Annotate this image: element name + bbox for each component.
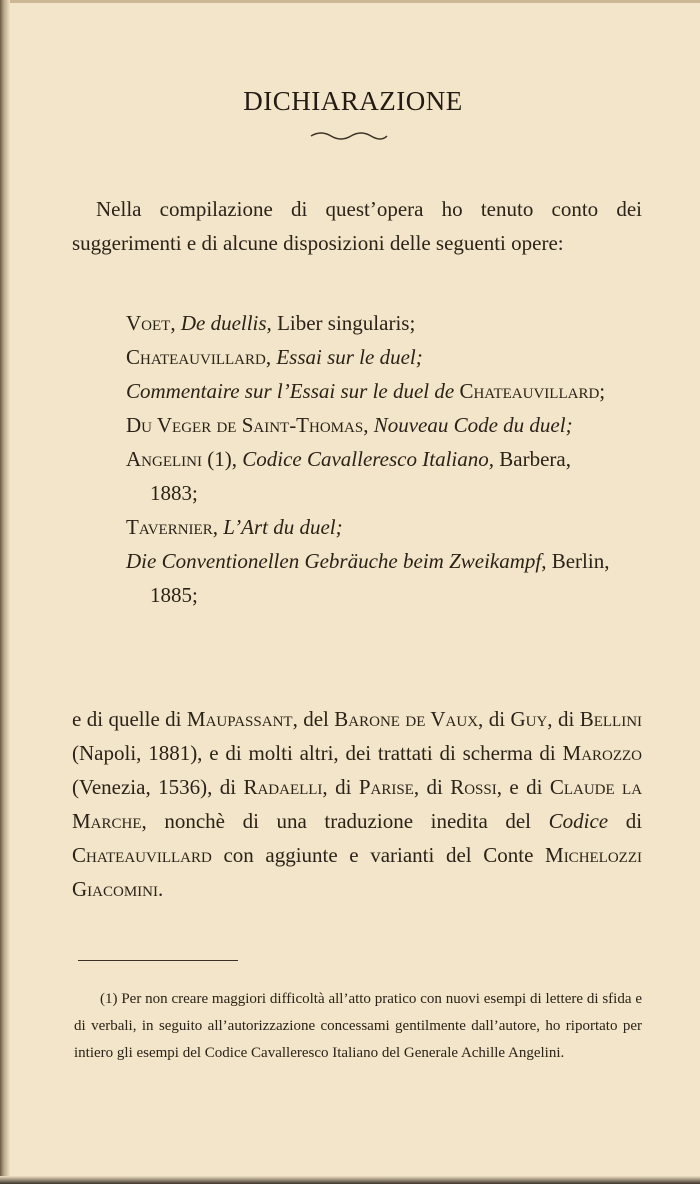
list-item <box>126 510 616 544</box>
work-title: Codice <box>548 809 609 833</box>
outro-text: (Venezia, 1536), di <box>72 775 237 799</box>
list-item <box>126 374 616 408</box>
intro-paragraph: Nella compilazione di quest’opera ho tenuto conto dei suggerimenti e di alcune disposizioni delle seguenti opere: <box>72 197 642 255</box>
page-top-edge <box>0 0 700 3</box>
work-author: Voet, <box>126 311 176 335</box>
outro-text: nonchè di una traduzione inedita del <box>164 809 532 833</box>
work-author: Tavernier, <box>126 515 218 539</box>
work-title: Nouveau Code du duel; <box>373 413 573 437</box>
work-title: Die Conventionellen Gebräuche beim Zweikampf, <box>126 549 547 573</box>
page-binding-edge <box>0 0 10 1184</box>
outro-paragraph <box>72 702 642 906</box>
footnote-ref: (1), <box>207 447 237 471</box>
author-name: Parise, <box>358 775 420 799</box>
outro-text: di <box>625 809 643 833</box>
list-item <box>126 544 616 612</box>
work-rest: Berlin, 1885; <box>150 549 610 607</box>
author-name: Maupassant, <box>186 707 298 731</box>
outro-text: di <box>488 707 506 731</box>
list-item <box>126 442 616 510</box>
work-title: L’Art du duel; <box>223 515 343 539</box>
work-title: Codice Cavalleresco Italiano, <box>242 447 494 471</box>
work-title: Essai sur le duel; <box>276 345 423 369</box>
outro-text: e di quelle di <box>72 707 182 731</box>
work-rest: Barbera, 1883; <box>150 447 571 505</box>
author-name: Chateauvillard <box>72 843 212 867</box>
author-name: Rossi, <box>450 775 502 799</box>
outro-text: e di <box>509 775 543 799</box>
work-author: Chateauvillard <box>459 379 600 403</box>
author-name: Barone de Vaux, <box>334 707 484 731</box>
author-name: Bellini <box>579 707 643 731</box>
outro-text: di <box>335 775 352 799</box>
outro-text: di <box>557 707 575 731</box>
outro-text: di <box>426 775 443 799</box>
page-title: DICHIARAZIONE <box>243 86 463 116</box>
work-author: Angelini <box>126 447 202 471</box>
outro-text: del <box>303 707 329 731</box>
work-rest: Liber singularis; <box>277 311 416 335</box>
title-ornament-icon <box>309 128 389 142</box>
list-item <box>126 306 616 340</box>
author-name: Marozzo <box>562 741 643 765</box>
outro-text: (Napoli, 1881), e di molti altri, dei trattati di scherma di <box>72 741 556 765</box>
footnote: (1) Per non creare maggiori difficoltà all’atto pratico con nuovi esempi di lettere di sfida e di verbali, in seguito all’autorizzazione concessami gentilmente dall’autore, ho riportato per intiero gli esempi del Codice Cavalleresco Italiano del Generale Achille Angelini. <box>74 991 642 1061</box>
list-item <box>126 408 616 442</box>
works-list <box>126 306 616 612</box>
author-name: Radaelli, <box>243 775 328 799</box>
work-author: Du Veger de Saint-Thomas, <box>126 413 369 437</box>
work-rest: ; <box>599 379 606 403</box>
work-author: Chateauvillard, <box>126 345 272 369</box>
work-title: De duellis, <box>180 311 272 335</box>
list-item <box>126 340 616 374</box>
author-name: Michelozzi Giacomini. <box>72 843 642 901</box>
work-title: Commentaire sur l’Essai sur le duel de <box>126 379 455 403</box>
page-bottom-edge <box>0 1176 700 1184</box>
author-name: Guy, <box>510 707 553 731</box>
footnote-divider <box>78 960 238 961</box>
author-name: Claude la Marche, <box>72 775 643 833</box>
outro-text: con aggiunte e varianti del Conte <box>223 843 534 867</box>
